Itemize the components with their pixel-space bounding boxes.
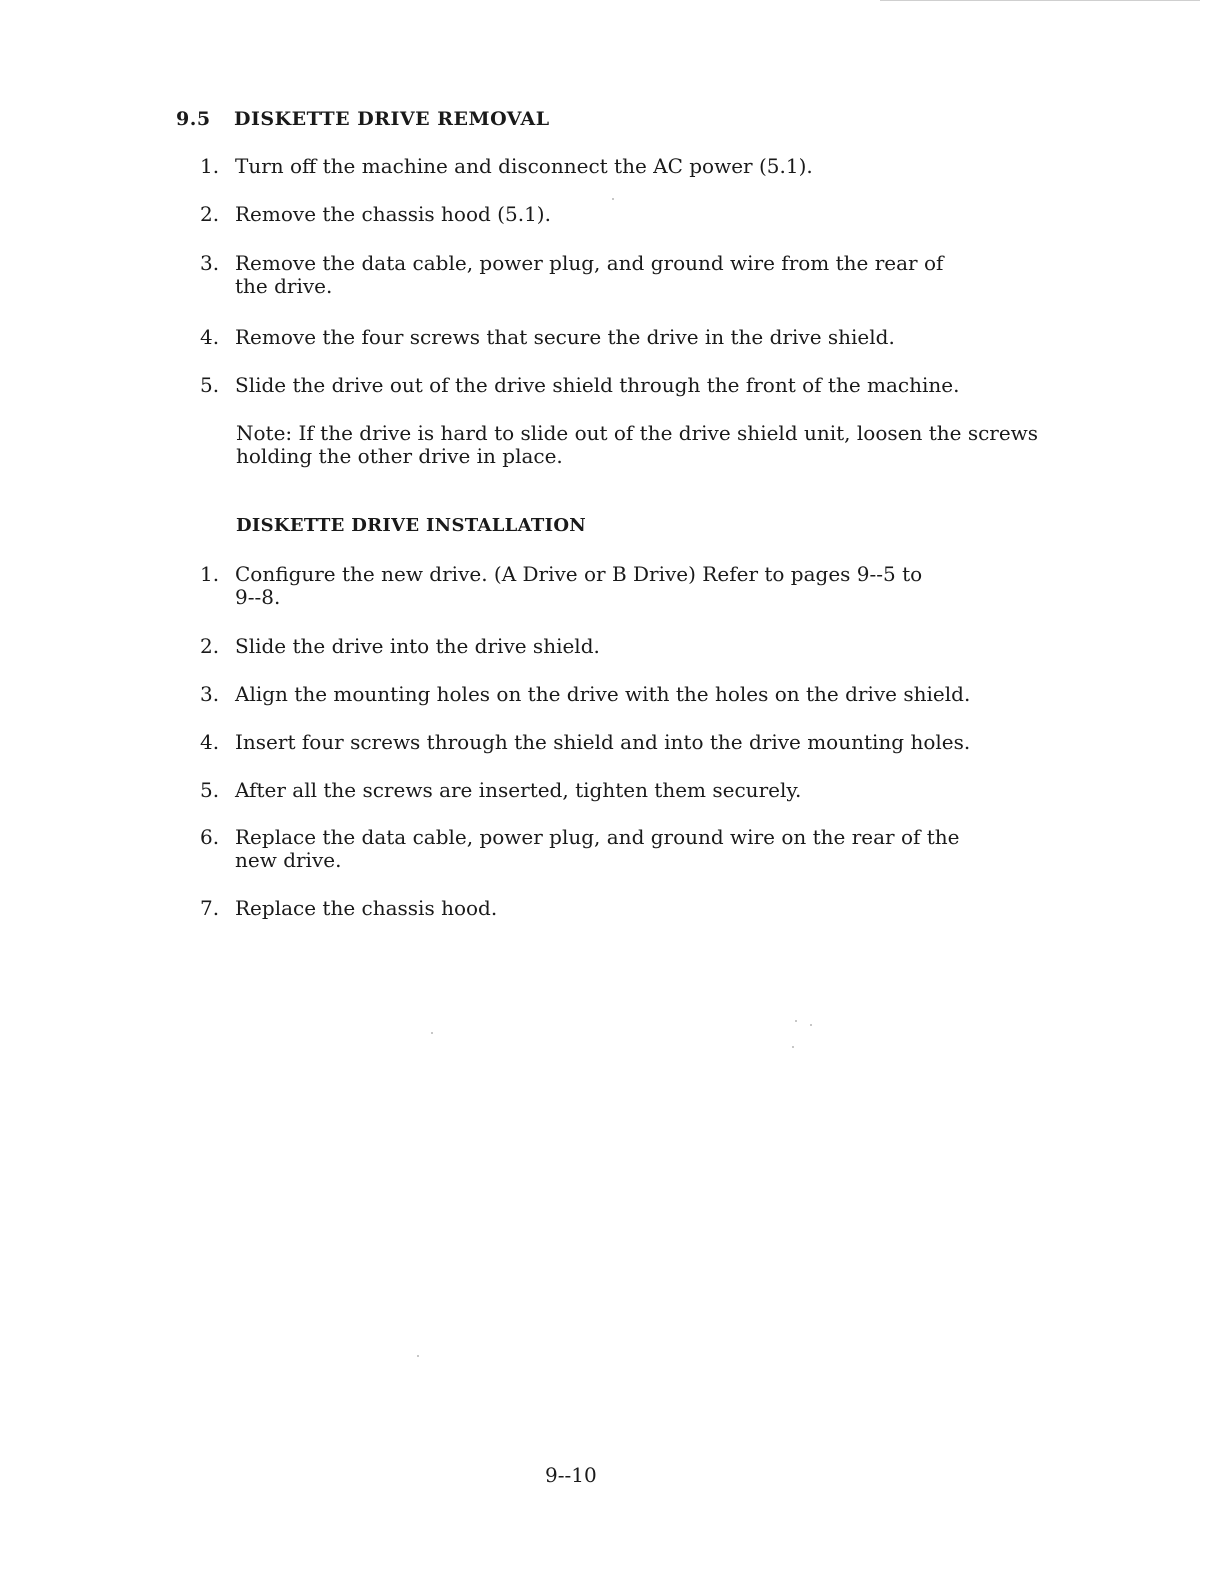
- removal-step: [200, 155, 1120, 178]
- step-text: Remove the data cable, power plug, and ground wire from the rear of the drive.: [235, 251, 944, 298]
- installation-step: [200, 731, 1120, 754]
- section-heading: [176, 108, 550, 131]
- page-number: 9--10: [545, 1463, 597, 1487]
- removal-step: [200, 203, 1120, 226]
- step-number: 1.: [200, 154, 220, 178]
- step-text: Remove the chassis hood (5.1).: [235, 202, 551, 226]
- scan-speck: [417, 1355, 419, 1357]
- removal-note: Note: If the drive is hard to slide out of the drive shield unit, loosen the screws holding the other drive in place.: [236, 421, 1039, 468]
- installation-step: [200, 826, 1120, 872]
- step-number: 7.: [200, 896, 220, 920]
- installation-step: [200, 683, 1120, 706]
- removal-step: [200, 326, 1120, 349]
- scan-speck: [795, 1020, 797, 1022]
- scan-speck: [431, 1032, 433, 1034]
- step-number: 6.: [200, 825, 220, 849]
- step-number: 4.: [200, 325, 220, 349]
- step-number: 2.: [200, 634, 220, 658]
- step-number: 1.: [200, 562, 220, 586]
- installation-step: [200, 897, 1120, 920]
- step-text: Slide the drive out of the drive shield through the front of the machine.: [235, 373, 960, 397]
- step-text: After all the screws are inserted, tighten them securely.: [235, 778, 802, 802]
- step-text: Remove the four screws that secure the drive in the drive shield.: [235, 325, 895, 349]
- scan-speck: [792, 1046, 794, 1048]
- scan-speck: [612, 198, 614, 200]
- step-text: Replace the data cable, power plug, and ground wire on the rear of the new drive.: [235, 825, 960, 872]
- step-number: 3.: [200, 251, 220, 275]
- removal-step: [200, 374, 1120, 397]
- step-text: Align the mounting holes on the drive with the holes on the drive shield.: [235, 682, 971, 706]
- step-text: Insert four screws through the shield and into the drive mounting holes.: [235, 730, 971, 754]
- step-text: Configure the new drive. (A Drive or B Drive) Refer to pages 9--5 to 9--8.: [235, 562, 923, 609]
- installation-step: [200, 563, 1120, 609]
- top-edge-rule: [880, 0, 1200, 1]
- installation-heading: DISKETTE DRIVE INSTALLATION: [236, 515, 587, 536]
- step-number: 2.: [200, 202, 220, 226]
- step-number: 5.: [200, 778, 220, 802]
- step-number: 5.: [200, 373, 220, 397]
- step-text: Replace the chassis hood.: [235, 896, 498, 920]
- step-number: 4.: [200, 730, 220, 754]
- scan-speck: [810, 1024, 812, 1026]
- step-text: Turn off the machine and disconnect the AC power (5.1).: [235, 154, 813, 178]
- installation-step: [200, 779, 1120, 802]
- section-title: DISKETTE DRIVE REMOVAL: [234, 108, 550, 130]
- installation-step: [200, 635, 1120, 658]
- section-number: 9.5: [176, 108, 211, 130]
- step-text: Slide the drive into the drive shield.: [235, 634, 600, 658]
- step-number: 3.: [200, 682, 220, 706]
- removal-step: [200, 252, 1120, 298]
